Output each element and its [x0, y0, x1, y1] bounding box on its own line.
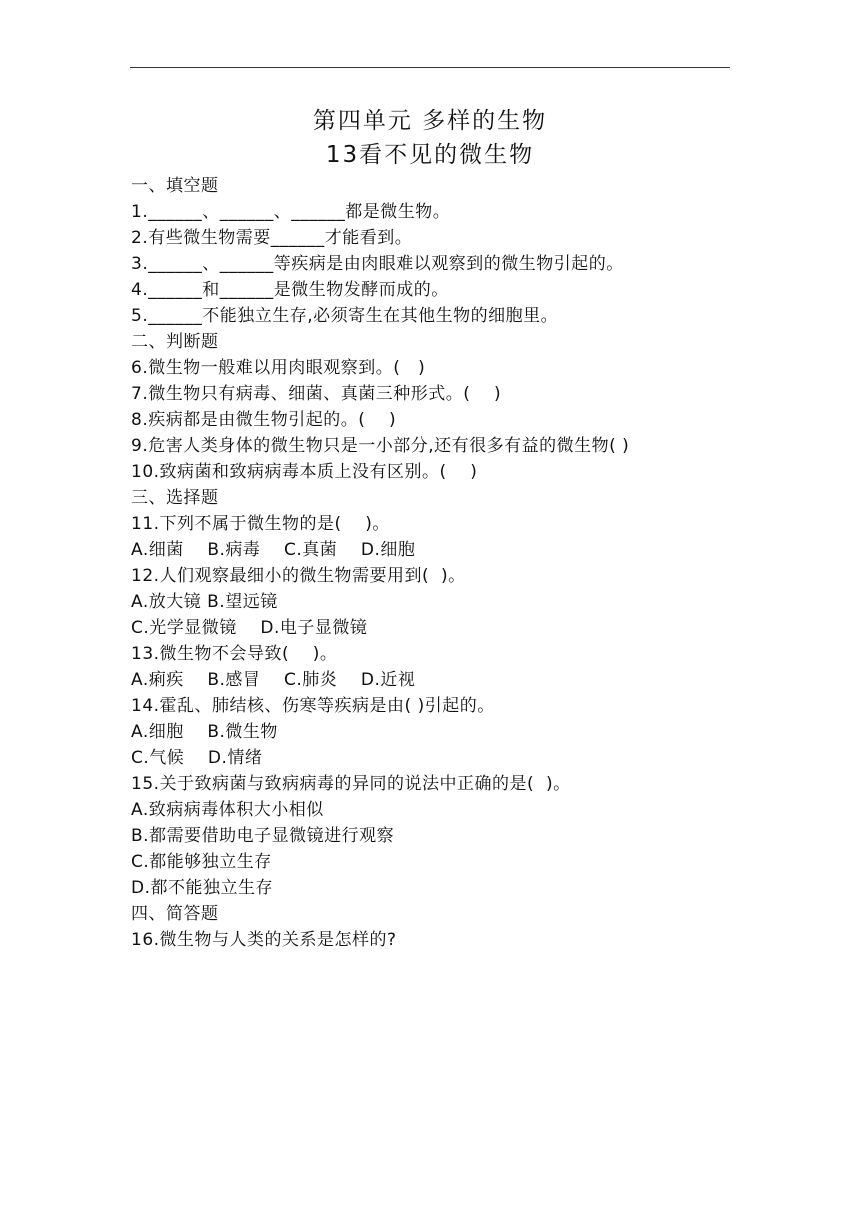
question-11: 11.下列不属于微生物的是( )。 — [131, 514, 390, 534]
question-2: 2.有些微生物需要______才能看到。 — [131, 228, 413, 248]
question-4: 4.______和______是微生物发酵而成的。 — [131, 280, 449, 300]
header-rule — [130, 67, 730, 68]
question-3: 3.______、______等疾病是由肉眼难以观察到的微生物引起的。 — [131, 254, 624, 274]
question-15-option-c: C.都能够独立生存 — [131, 852, 272, 872]
question-5: 5.______不能独立生存,必须寄生在其他生物的细胞里。 — [131, 306, 559, 326]
question-9: 9.危害人类身体的微生物只是一小部分,还有很多有益的微生物( ) — [131, 436, 630, 456]
question-15: 15.关于致病菌与致病病毒的异同的说法中正确的是( )。 — [131, 774, 571, 794]
question-16: 16.微生物与人类的关系是怎样的? — [131, 930, 397, 950]
question-14: 14.霍乱、肺结核、伤寒等疾病是由( )引起的。 — [131, 696, 495, 716]
question-15-option-a: A.致病病毒体积大小相似 — [131, 800, 324, 820]
question-8: 8.疾病都是由微生物引起的。( ) — [131, 410, 397, 430]
section-heading-short-answer: 四、简答题 — [131, 904, 219, 924]
question-15-option-b: B.都需要借助电子显微镜进行观察 — [131, 826, 395, 846]
question-1: 1.______、______、______都是微生物。 — [131, 202, 451, 222]
question-11-options: A.细菌 B.病毒 C.真菌 D.细胞 — [131, 540, 416, 560]
question-13: 13.微生物不会导致( )。 — [131, 644, 338, 664]
question-12-options-cd: C.光学显微镜 D.电子显微镜 — [131, 618, 368, 638]
worksheet-body — [131, 173, 731, 953]
question-10: 10.致病菌和致病病毒本质上没有区别。( ) — [131, 462, 478, 482]
question-6: 6.微生物一般难以用肉眼观察到。( ) — [131, 358, 426, 378]
question-7: 7.微生物只有病毒、细菌、真菌三种形式。( ) — [131, 384, 502, 404]
section-heading-true-false: 二、判断题 — [131, 332, 219, 352]
question-12: 12.人们观察最细小的微生物需要用到( )。 — [131, 566, 466, 586]
question-13-options: A.痢疾 B.感冒 C.肺炎 D.近视 — [131, 670, 416, 690]
question-15-option-d: D.都不能独立生存 — [131, 878, 273, 898]
section-heading-multiple-choice: 三、选择题 — [131, 488, 219, 508]
question-14-options-cd: C.气候 D.情绪 — [131, 748, 263, 768]
section-heading-fill-in: 一、填空题 — [131, 176, 219, 196]
question-12-options-ab: A.放大镜 B.望远镜 — [131, 592, 278, 612]
lesson-title: 13看不见的微生物 — [325, 142, 535, 168]
unit-title: 第四单元 多样的生物 — [312, 108, 548, 134]
question-14-options-ab: A.细胞 B.微生物 — [131, 722, 278, 742]
